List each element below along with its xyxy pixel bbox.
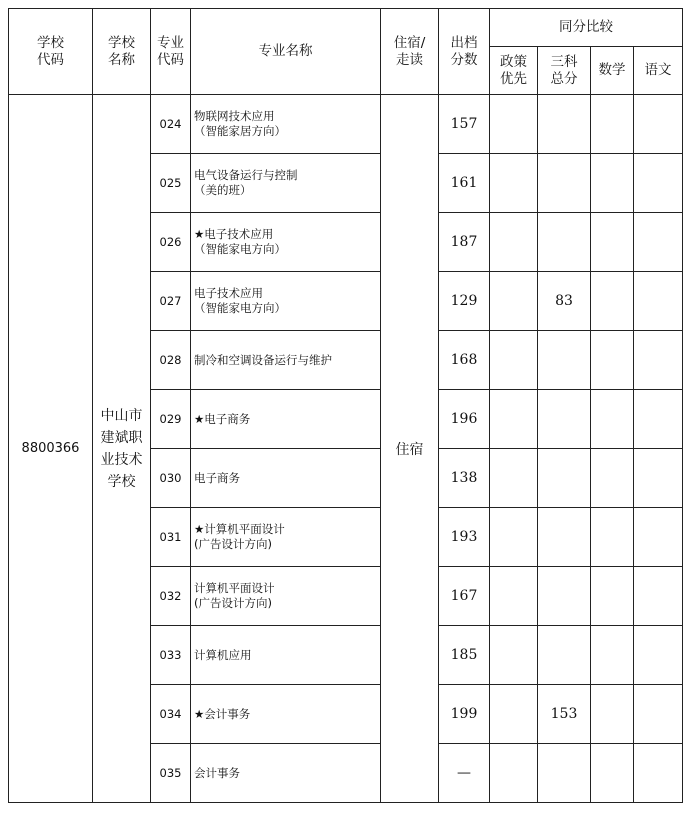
math-cell <box>591 449 634 508</box>
policy-cell <box>490 95 538 154</box>
table-row <box>9 95 683 154</box>
three-total-cell <box>538 449 591 508</box>
cutoff-score-cell: 193 <box>439 508 490 567</box>
major-name-cell: 电子商务 <box>191 449 381 508</box>
major-name-cell: 计算机应用 <box>191 626 381 685</box>
major-code-cell: 033 <box>151 626 191 685</box>
major-code-cell: 026 <box>151 213 191 272</box>
major-name-cell: 会计事务 <box>191 744 381 803</box>
major-code-cell: 035 <box>151 744 191 803</box>
three-total-cell <box>538 331 591 390</box>
major-name-cell: 电气设备运行与控制 （美的班） <box>191 154 381 213</box>
major-code-cell: 030 <box>151 449 191 508</box>
header-policy-priority: 政策 优先 <box>490 47 538 95</box>
header-cutoff-score: 出档 分数 <box>439 9 490 95</box>
major-name-cell: ★电子技术应用 （智能家电方向） <box>191 213 381 272</box>
policy-cell <box>490 685 538 744</box>
cutoff-score-cell: 185 <box>439 626 490 685</box>
school-code-cell: 8800366 <box>9 95 93 803</box>
major-code-cell: 034 <box>151 685 191 744</box>
major-code-cell: 027 <box>151 272 191 331</box>
cutoff-score-cell: 167 <box>439 567 490 626</box>
chinese-cell <box>634 567 683 626</box>
policy-cell <box>490 331 538 390</box>
major-code-cell: 029 <box>151 390 191 449</box>
chinese-cell <box>634 449 683 508</box>
math-cell <box>591 744 634 803</box>
school-name-cell: 中山市 建斌职 业技术 学校 <box>93 95 151 803</box>
policy-cell <box>490 449 538 508</box>
admission-table-container <box>8 8 683 803</box>
policy-cell <box>490 213 538 272</box>
three-total-cell <box>538 95 591 154</box>
major-code-cell: 028 <box>151 331 191 390</box>
major-name-cell: ★计算机平面设计 (广告设计方向) <box>191 508 381 567</box>
major-code-cell: 032 <box>151 567 191 626</box>
major-code-cell: 024 <box>151 95 191 154</box>
cutoff-score-cell: 157 <box>439 95 490 154</box>
policy-cell <box>490 626 538 685</box>
major-name-cell: 计算机平面设计 (广告设计方向) <box>191 567 381 626</box>
cutoff-score-cell: 196 <box>439 390 490 449</box>
three-total-cell <box>538 508 591 567</box>
major-name-cell: ★会计事务 <box>191 685 381 744</box>
chinese-cell <box>634 508 683 567</box>
header-math: 数学 <box>591 47 634 95</box>
admission-score-table <box>8 8 683 803</box>
header-chinese: 语文 <box>634 47 683 95</box>
header-major-name: 专业名称 <box>191 9 381 95</box>
chinese-cell <box>634 626 683 685</box>
chinese-cell <box>634 390 683 449</box>
chinese-cell <box>634 744 683 803</box>
lodging-cell: 住宿 <box>381 95 439 803</box>
math-cell <box>591 390 634 449</box>
major-name-cell: 电子技术应用 （智能家电方向） <box>191 272 381 331</box>
three-total-cell <box>538 567 591 626</box>
math-cell <box>591 626 634 685</box>
math-cell <box>591 685 634 744</box>
header-school-name: 学校 名称 <box>93 9 151 95</box>
three-total-cell <box>538 390 591 449</box>
header-lodging: 住宿/ 走读 <box>381 9 439 95</box>
cutoff-score-cell: — <box>439 744 490 803</box>
policy-cell <box>490 390 538 449</box>
major-code-cell: 025 <box>151 154 191 213</box>
cutoff-score-cell: 168 <box>439 331 490 390</box>
math-cell <box>591 331 634 390</box>
math-cell <box>591 272 634 331</box>
policy-cell <box>490 154 538 213</box>
three-total-cell <box>538 626 591 685</box>
chinese-cell <box>634 213 683 272</box>
cutoff-score-cell: 199 <box>439 685 490 744</box>
three-total-cell <box>538 154 591 213</box>
chinese-cell <box>634 331 683 390</box>
major-name-cell: 物联网技术应用 （智能家居方向） <box>191 95 381 154</box>
math-cell <box>591 567 634 626</box>
major-name-cell: 制冷和空调设备运行与维护 <box>191 331 381 390</box>
major-name-cell: ★电子商务 <box>191 390 381 449</box>
chinese-cell <box>634 154 683 213</box>
chinese-cell <box>634 95 683 154</box>
cutoff-score-cell: 161 <box>439 154 490 213</box>
cutoff-score-cell: 138 <box>439 449 490 508</box>
policy-cell <box>490 272 538 331</box>
chinese-cell <box>634 272 683 331</box>
three-total-cell <box>538 744 591 803</box>
header-school-code: 学校 代码 <box>9 9 93 95</box>
math-cell <box>591 213 634 272</box>
policy-cell <box>490 744 538 803</box>
math-cell <box>591 508 634 567</box>
header-major-code: 专业 代码 <box>151 9 191 95</box>
major-code-cell: 031 <box>151 508 191 567</box>
header-tie-comparison: 同分比较 <box>490 9 683 47</box>
math-cell <box>591 154 634 213</box>
cutoff-score-cell: 129 <box>439 272 490 331</box>
chinese-cell <box>634 685 683 744</box>
header-three-subject-total: 三科 总分 <box>538 47 591 95</box>
cutoff-score-cell: 187 <box>439 213 490 272</box>
math-cell <box>591 95 634 154</box>
three-total-cell: 153 <box>538 685 591 744</box>
policy-cell <box>490 567 538 626</box>
three-total-cell <box>538 213 591 272</box>
three-total-cell: 83 <box>538 272 591 331</box>
policy-cell <box>490 508 538 567</box>
